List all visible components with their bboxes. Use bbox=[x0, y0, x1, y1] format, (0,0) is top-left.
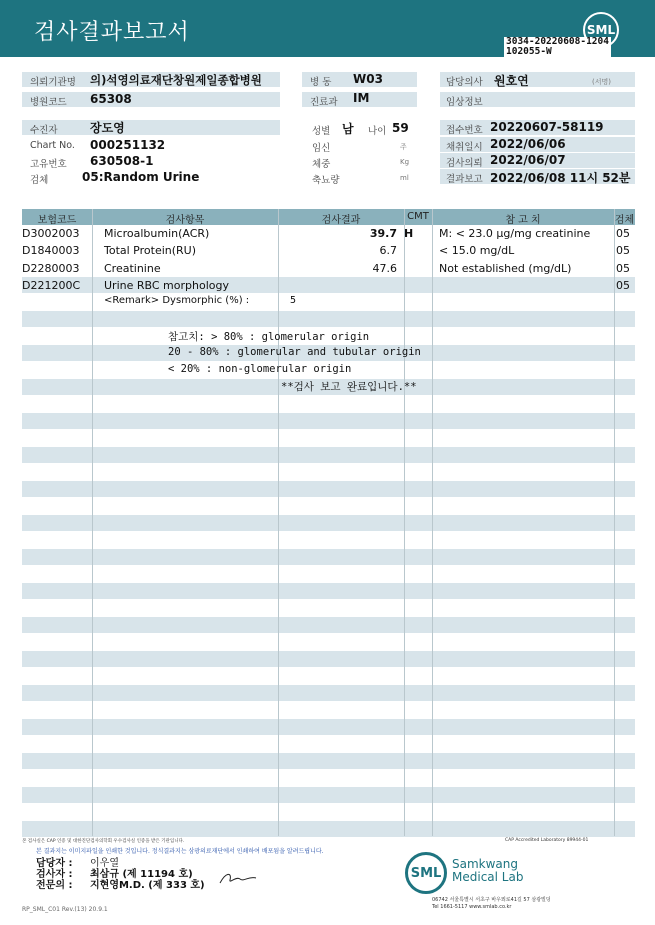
row-band bbox=[22, 447, 635, 463]
patient-label: 수진자 bbox=[30, 125, 58, 136]
row-2-specimen: 05 bbox=[616, 244, 630, 257]
row-2-code: D1840003 bbox=[22, 244, 80, 257]
row-3-reference: Not established (mg/dL) bbox=[439, 262, 572, 275]
reference-note-2: 20 - 80% : glomerular and tubular origin bbox=[168, 346, 421, 358]
clinical-info-label: 임상정보 bbox=[446, 97, 483, 108]
age-value: 59 bbox=[392, 121, 409, 135]
hospital-code-value: 65308 bbox=[90, 92, 132, 106]
examiner-label: 검사자 : bbox=[36, 869, 73, 880]
report-date-label: 결과보고 bbox=[446, 174, 483, 185]
specimen-label: 검체 bbox=[30, 175, 49, 186]
row-2-reference: < 15.0 mg/dL bbox=[439, 244, 515, 257]
row-band bbox=[22, 481, 635, 497]
reference-note-3: < 20% : non-glomerular origin bbox=[168, 363, 352, 375]
row-band bbox=[22, 651, 635, 667]
specialist-value: 지현영M.D. (제 333 호) bbox=[90, 880, 205, 891]
weight-label: 체중 bbox=[312, 159, 331, 170]
row-4-specimen: 05 bbox=[616, 279, 630, 292]
info-bar bbox=[22, 120, 280, 135]
ward-value: W03 bbox=[353, 72, 383, 86]
row-band bbox=[22, 787, 635, 803]
hospital-code-label: 병원코드 bbox=[30, 97, 67, 108]
column-divider bbox=[404, 209, 405, 836]
row-band bbox=[22, 583, 635, 599]
id-number-value: 630508-1 bbox=[90, 154, 154, 168]
col-specimen: 검체 bbox=[614, 215, 635, 226]
doctor-label: 담당의사 bbox=[446, 77, 483, 88]
col-test-item: 검사항목 bbox=[165, 215, 205, 226]
row-2-result: 6.7 bbox=[379, 244, 397, 257]
lab-name bbox=[452, 858, 523, 884]
specialist-label: 전문의 : bbox=[36, 880, 73, 891]
col-insurance-code: 보험코드 bbox=[37, 215, 77, 226]
row-band bbox=[22, 753, 635, 769]
row-band bbox=[22, 719, 635, 735]
chart-no-label: Chart No. bbox=[30, 140, 75, 151]
pregnancy-label: 임신 bbox=[312, 143, 331, 154]
collect-date-value: 2022/06/06 bbox=[490, 137, 566, 151]
row-4-item: Urine RBC morphology bbox=[104, 279, 229, 292]
patient-value: 장도영 bbox=[90, 121, 125, 135]
page-title: 검사결과보고서 bbox=[34, 20, 190, 45]
accreditation-line: 본 검사실은 CAP 인증 및 대한진단검사의학회 우수검사실 인증을 받은 기관입니다. bbox=[22, 839, 185, 844]
request-date-label: 검사의뢰 bbox=[446, 158, 483, 169]
sex-label: 성별 bbox=[312, 126, 331, 137]
report-complete-note: **검사 보고 완료입니다.** bbox=[281, 381, 417, 393]
row-2-item: Total Protein(RU) bbox=[104, 244, 197, 257]
row-band bbox=[22, 515, 635, 531]
remark-value: 5 bbox=[290, 295, 297, 306]
col-result: 검사결과 bbox=[321, 215, 361, 226]
print-notice: 본 결과지는 이미지파일을 인쇄한 것입니다. 정식결과지는 삼광의료재단에서 인쇄하여 배포됨을 알려드립니다. bbox=[36, 848, 324, 855]
row-3-result: 47.6 bbox=[372, 262, 397, 275]
col-cmt: CMT bbox=[407, 211, 429, 222]
dept-value: IM bbox=[353, 91, 370, 105]
lab-name-line-2: Medical Lab bbox=[452, 870, 524, 884]
report-date-value: 2022/06/08 11시 52분 bbox=[490, 171, 631, 185]
row-1-result: 39.7 bbox=[369, 227, 397, 240]
id-number-label: 고유번호 bbox=[30, 159, 67, 170]
row-1-code: D3002003 bbox=[22, 227, 80, 240]
urine-volume-unit: ml bbox=[400, 174, 409, 182]
row-1-specimen: 05 bbox=[616, 227, 630, 240]
examiner-value: 최삼규 (제 11194 호) bbox=[90, 869, 193, 880]
lab-contact: Tel 1661-5117 www.smlab.co.kr bbox=[432, 904, 512, 910]
col-reference: 참 고 치 bbox=[505, 215, 541, 226]
row-3-code: D2280003 bbox=[22, 262, 80, 275]
doctor-note: (서명) bbox=[592, 78, 611, 86]
sml-footer-logo-icon bbox=[405, 852, 447, 894]
lab-address: 06742 서울특별시 서초구 바우뫼로41길 57 삼광빌딩 bbox=[432, 897, 551, 903]
person-label: 담당자 : bbox=[36, 858, 73, 869]
logo-text: SML bbox=[586, 23, 616, 37]
row-band bbox=[22, 685, 635, 701]
dept-label: 진료과 bbox=[310, 97, 338, 108]
row-band bbox=[22, 549, 635, 565]
receipt-no-label: 접수번호 bbox=[446, 125, 483, 136]
weight-unit: Kg bbox=[400, 158, 410, 166]
collect-date-label: 채취일시 bbox=[446, 142, 483, 153]
report-number bbox=[504, 37, 611, 57]
results-table-header bbox=[22, 209, 635, 225]
document-code: RP_SML_C01 Rev.(13) 20.9.1 bbox=[22, 906, 108, 913]
row-3-item: Creatinine bbox=[104, 262, 161, 275]
receipt-no-value: 20220607-58119 bbox=[490, 120, 604, 134]
remark-label: <Remark> Dysmorphic (%) : bbox=[104, 295, 250, 306]
row-band bbox=[22, 413, 635, 429]
row-1-item: Microalbumin(ACR) bbox=[104, 227, 210, 240]
sex-value: 남 bbox=[342, 122, 354, 136]
row-3-specimen: 05 bbox=[616, 262, 630, 275]
report-number-line-1: 3034-20220608-1204 bbox=[506, 36, 609, 47]
lab-name-line-1: Samkwang bbox=[452, 857, 518, 871]
urine-volume-label: 축뇨량 bbox=[312, 175, 340, 186]
row-1-cmt: H bbox=[404, 227, 414, 240]
ward-label: 병 동 bbox=[310, 77, 332, 88]
column-divider bbox=[432, 209, 433, 836]
doctor-value: 원호연 bbox=[494, 74, 529, 88]
column-divider bbox=[92, 209, 93, 836]
signature-icon bbox=[218, 870, 258, 886]
row-band bbox=[22, 311, 635, 327]
column-divider bbox=[278, 209, 279, 836]
person-value: 이우열 bbox=[90, 858, 119, 869]
requester-value: 의)석영의료재단창원제일종합병원 bbox=[90, 73, 262, 87]
report-number-line-2: 102055-W bbox=[506, 46, 552, 57]
request-date-value: 2022/06/07 bbox=[490, 153, 566, 167]
pregnancy-unit: 주 bbox=[400, 143, 407, 151]
footer-logo-text: SML bbox=[410, 866, 442, 881]
row-4-code: D221200C bbox=[22, 279, 81, 292]
chart-no-value: 000251132 bbox=[90, 138, 166, 152]
requester-label: 의뢰기관명 bbox=[30, 77, 76, 88]
age-label: 나이 bbox=[368, 126, 387, 137]
row-band bbox=[22, 617, 635, 633]
specimen-value: 05:Random Urine bbox=[82, 170, 200, 184]
reference-note-1: 참고치: > 80% : glomerular origin bbox=[168, 331, 370, 343]
cap-accreditation: CAP Accredited Laboratory 89944-01 bbox=[505, 838, 589, 843]
column-divider bbox=[614, 209, 615, 836]
row-1-reference: M: < 23.0 µg/mg creatinine bbox=[439, 227, 591, 240]
row-band bbox=[22, 821, 635, 837]
